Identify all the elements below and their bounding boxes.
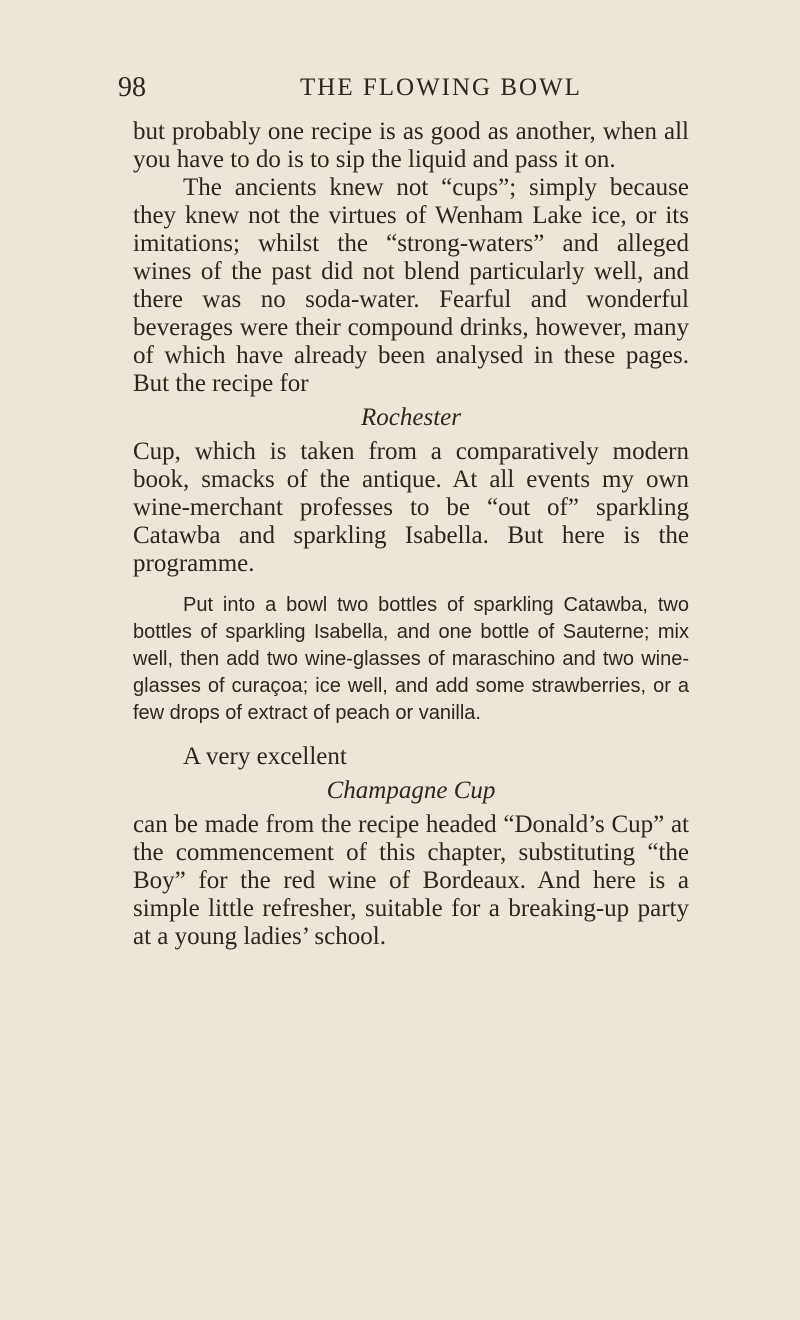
recipe-heading-champagne-cup: Champagne Cup — [326, 777, 496, 804]
page-number: 98 — [118, 72, 146, 103]
body-text — [133, 118, 689, 951]
paragraph-rochester-cup: Cup, which is taken from a comparatively modern book, smacks of the antique. At all events my own wine-merchant professes to be “out of” sparkling Catawba and sparkling Isabella. But here is the programme. — [133, 438, 689, 577]
paragraph-ancients: The ancients knew not “cups”; simply because they knew not the virtues of Wenham Lake ice, or its imitations; whilst the “strong-waters” and alleged wines of the past did not blend particularly well, and there was no soda-water. Fearful and wonderful beverages were their compound drinks, however, many of which have already been analysed in these pages. But the recipe for — [133, 174, 689, 397]
section-spacer — [133, 727, 689, 743]
recipe-instructions: Put into a bowl two bottles of sparkling Catawba, two bottles of sparkling Isabella, and one bottle of Sauterne; mix well, then add two wine-glasses of maraschino and two wine-glasses of curaçoa; ice well, and add some strawberries, or a few drops of extract of peach or vanilla. — [133, 594, 689, 724]
paragraph-very-excellent: A very excellent — [183, 743, 347, 770]
recipe-heading-rochester: Rochester — [361, 404, 461, 431]
running-head: THE FLOWING BOWL — [300, 74, 582, 101]
page-header — [118, 72, 698, 112]
paragraph-continuation: but probably one recipe is as good as another, when all you have to do is to sip the liquid and pass it on. — [133, 118, 689, 173]
paragraph-champagne-cup: can be made from the recipe headed “Donald’s Cup” at the commencement of this chapter, substituting “the Boy” for the red wine of Bordeaux. And here is a simple little refresher, suitable for a breaking-up party at a young ladies’ school. — [133, 811, 689, 950]
